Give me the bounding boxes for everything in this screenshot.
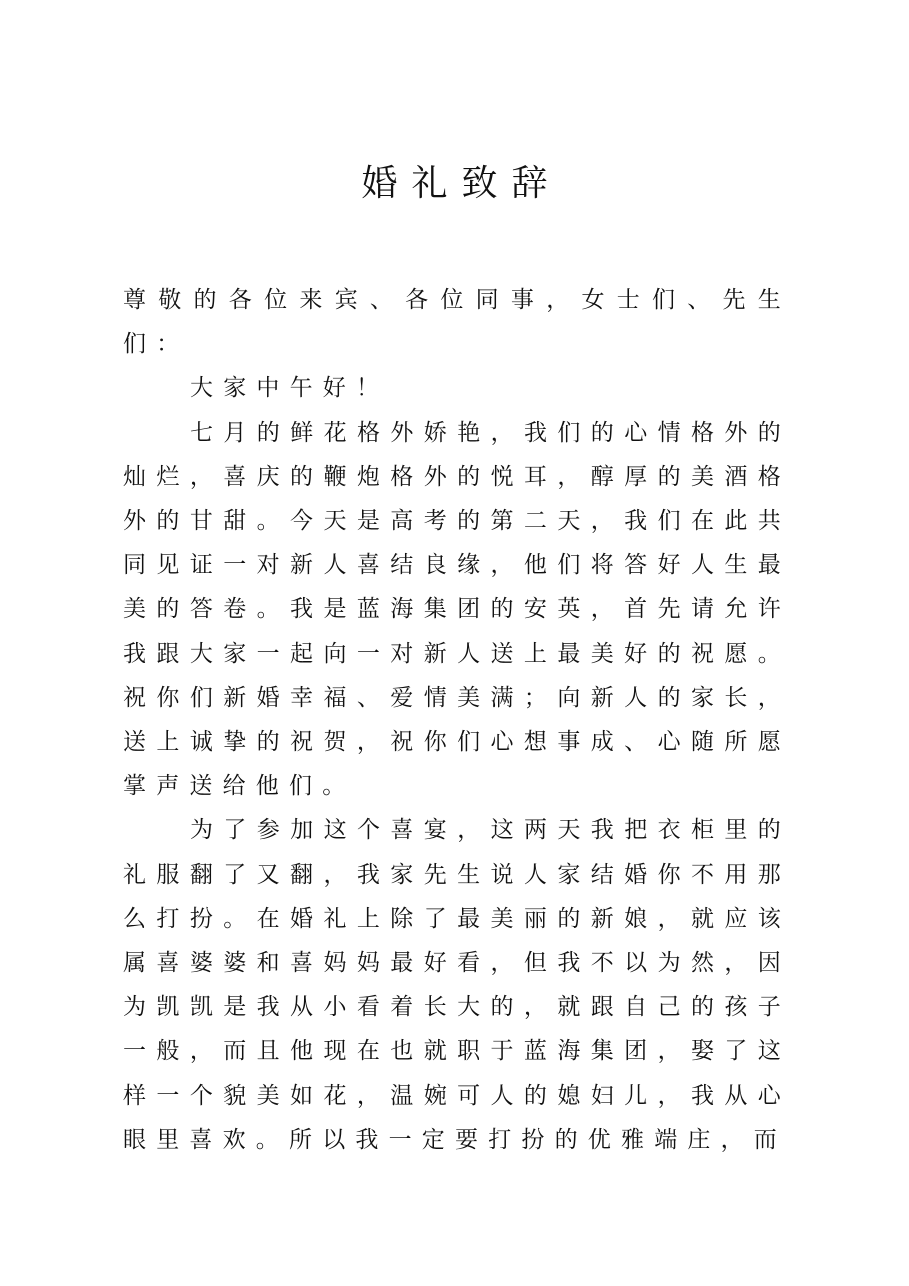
paragraph: 七月的鲜花格外娇艳，我们的心情格外的灿烂，喜庆的鞭炮格外的悦耳，醇厚的美酒格外的甘甜。今天是高考的第二天，我们在此共同见证一对新人喜结良缘，他们将答好人生最美的答卷。我是蓝海集团的安英，首先请允许我跟大家一起向一对新人送上最美好的祝愿。祝你们新婚幸福、爱情美满；向新人的家长，送上诚挚的祝贺，祝你们心想事成、心随所愿掌声送给他们。	[123, 419, 791, 800]
document-title: 婚礼致辞	[361, 163, 562, 204]
document-body	[123, 278, 791, 1162]
paragraph: 为了参加这个喜宴，这两天我把衣柜里的礼服翻了又翻，我家先生说人家结婚你不用那么打扮。在婚礼上除了最美丽的新娘，就应该属喜婆婆和喜妈妈最好看，但我不以为然，因为凯凯是我从小看着长大的，就跟自己的孩子一般，而且他现在也就职于蓝海集团，娶了这样一个貌美如花，温婉可人的媳妇儿，我从心眼里喜欢。所以我一定要打扮的优雅端庄，而	[123, 817, 791, 1153]
salutation: 尊敬的各位来宾、各位同事，女士们、先生们：	[123, 287, 791, 358]
greeting: 大家中午好！	[190, 375, 390, 402]
